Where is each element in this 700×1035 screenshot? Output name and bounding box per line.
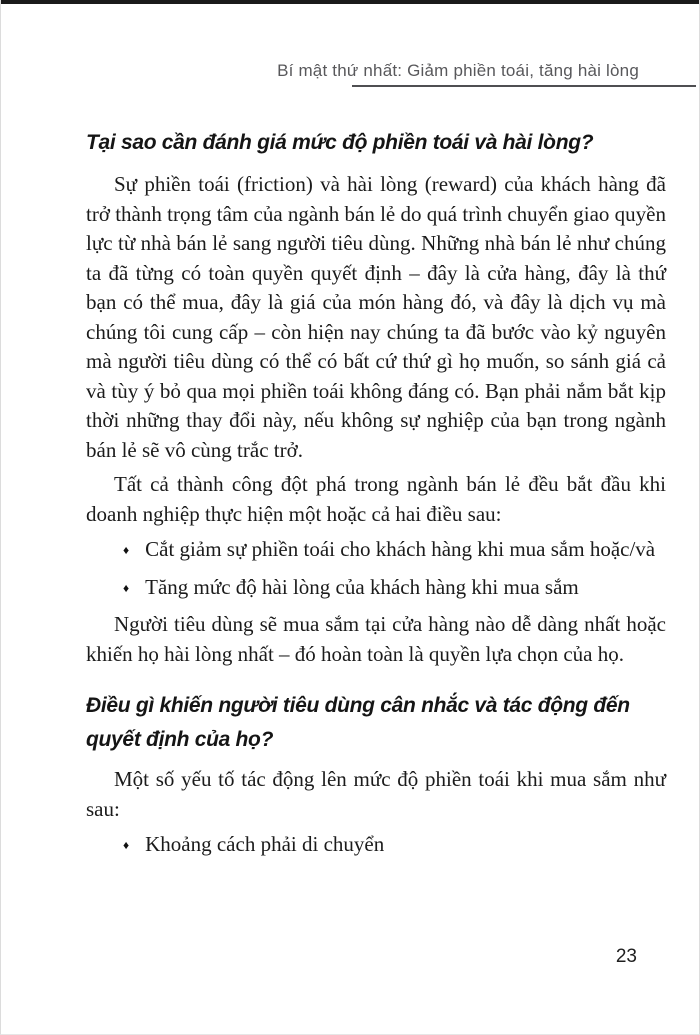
section-heading-1: Tại sao cần đánh giá mức độ phiền toái và hài lòng?	[86, 131, 594, 154]
list-item-text: Tăng mức độ hài lòng của khách hàng khi mua sắm	[145, 574, 579, 599]
page-number: 23	[615, 946, 637, 967]
list-item	[123, 573, 666, 604]
diamond-bullet-icon: ♦	[123, 580, 130, 595]
paragraph: Một số yếu tố tác động lên mức độ phiền toái khi mua sắm như sau:	[86, 767, 666, 821]
list-item	[123, 830, 666, 861]
running-header: Bí mật thứ nhất: Giảm phiền toái, tăng hài lòng	[277, 61, 639, 80]
bullet-list	[86, 535, 666, 603]
diamond-bullet-icon: ♦	[123, 838, 130, 852]
paragraph: Sự phiền toái (friction) và hài lòng (reward) của khách hàng đã trở thành trọng tâm của ngành bán lẻ do quá trình chuyển giao quyền lực từ nhà bán lẻ sang người tiêu dùng. Những nhà bán lẻ như chúng ta đã từng có toàn quyền quyết định – đây là cửa hàng, đây là thứ bạn có thể mua, đây là giá của món hàng đó, và đây là dịch vụ mà chúng tôi cung cấp – còn hiện nay chúng ta đã bước vào kỷ nguyên mà người tiêu dùng có thể có bất cứ thứ gì họ muốn, so sánh giá cả và tùy ý bỏ qua mọi phiền toái không đáng có. Bạn phải nắm bắt kịp thời những thay đổi này, nếu không sự nghiệp của bạn trong ngành bán lẻ sẽ vô cùng trắc trở.	[86, 172, 666, 462]
paragraph: Người tiêu dùng sẽ mua sắm tại cửa hàng nào dễ dàng nhất hoặc khiến họ hài lòng nhất – đó hoàn toàn là quyền lựa chọn của họ.	[86, 612, 666, 666]
bullet-list	[86, 830, 666, 861]
page-content	[86, 0, 666, 868]
paragraph: Tất cả thành công đột phá trong ngành bán lẻ đều bắt đầu khi doanh nghiệp thực hiện một hoặc cả hai điều sau:	[86, 472, 666, 526]
list-item-text: Khoảng cách phải di chuyển	[145, 832, 385, 856]
list-item	[123, 535, 666, 566]
section-heading-2: Điều gì khiến người tiêu dùng cân nhắc và tác động đến quyết định của họ?	[86, 694, 630, 751]
list-item-text: Cắt giảm sự phiền toái cho khách hàng khi mua sắm hoặc/và	[145, 537, 656, 561]
diamond-bullet-icon: ♦	[123, 543, 130, 557]
